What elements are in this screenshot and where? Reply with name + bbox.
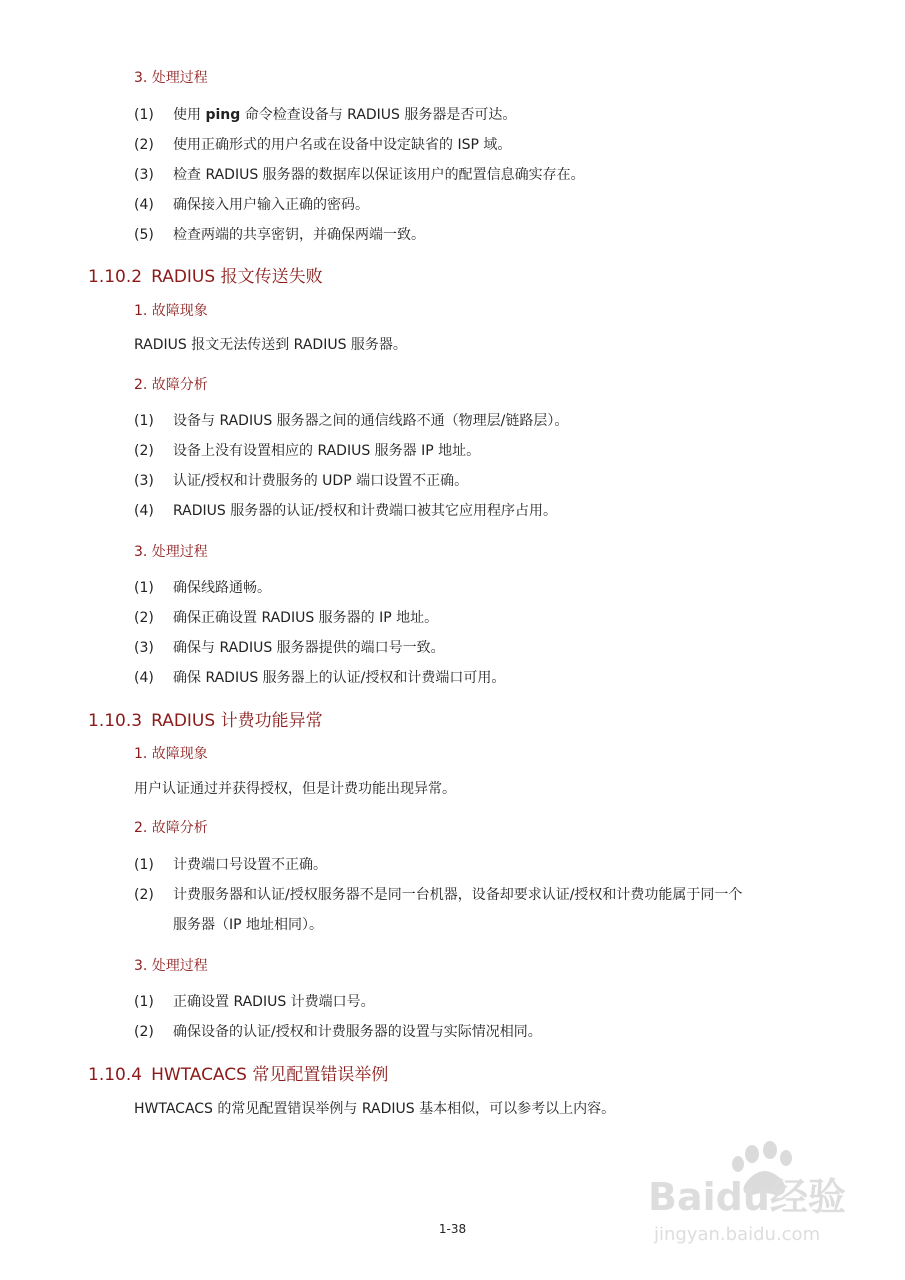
list-number: (2)	[134, 887, 154, 903]
list-number: (2)	[134, 1024, 154, 1040]
list-text: RADIUS 服务器的认证/授权和计费端口被其它应用程序占用。	[173, 503, 557, 519]
section-heading-1-10-4: 1.10.4 HWTACACS 常见配置错误举例	[88, 1065, 389, 1085]
list-text: 计费端口号设置不正确。	[173, 857, 327, 873]
list-number: (3)	[134, 640, 154, 656]
list-item	[134, 466, 834, 496]
list-item	[134, 850, 834, 880]
list-number: (1)	[134, 413, 154, 429]
list-item	[134, 880, 834, 940]
list-text: 使用正确形式的用户名或在设备中设定缺省的 ISP 域。	[173, 137, 512, 153]
section-heading-1-10-3: 1.10.3 RADIUS 计费功能异常	[88, 711, 323, 731]
paragraph: HWTACACS 的常见配置错误举例与 RADIUS 基本相似，可以参考以上内容。	[134, 1101, 616, 1117]
list-text: 使用 ping 命令检查设备与 RADIUS 服务器是否可达。	[173, 107, 517, 123]
paragraph: 用户认证通过并获得授权，但是计费功能出现异常。	[134, 781, 456, 797]
list-number: (3)	[134, 473, 154, 489]
paragraph: RADIUS 报文无法传送到 RADIUS 服务器。	[134, 337, 407, 353]
list-text: 检查两端的共享密钥，并确保两端一致。	[173, 227, 425, 243]
list-number: (2)	[134, 443, 154, 459]
list-text: 确保与 RADIUS 服务器提供的端口号一致。	[173, 640, 445, 656]
list-text: 设备上没有设置相应的 RADIUS 服务器 IP 地址。	[173, 443, 481, 459]
subheading-process: 3. 处理过程	[134, 70, 208, 86]
list-item	[134, 406, 834, 436]
subheading-process: 3. 处理过程	[134, 544, 208, 560]
list-text: 检查 RADIUS 服务器的数据库以保证该用户的配置信息确实存在。	[173, 167, 585, 183]
command-keyword: ping	[205, 107, 241, 123]
list-item	[134, 1017, 834, 1047]
list-item	[134, 220, 834, 250]
list-item	[134, 160, 834, 190]
list-number: (4)	[134, 670, 154, 686]
baidu-jingyan-watermark	[640, 1140, 860, 1260]
list-item	[134, 436, 834, 466]
list-item	[134, 987, 834, 1017]
list-number: (1)	[134, 994, 154, 1010]
list-text: 确保设备的认证/授权和计费服务器的设置与实际情况相同。	[173, 1024, 542, 1040]
list-number: (4)	[134, 503, 154, 519]
list-text: 设备与 RADIUS 服务器之间的通信线路不通（物理层/链路层）。	[173, 413, 569, 429]
watermark-url: jingyan.baidu.com	[654, 1224, 821, 1245]
list-number: (1)	[134, 580, 154, 596]
list-item	[134, 190, 834, 220]
list-number: (1)	[134, 107, 154, 123]
subheading-symptom: 1. 故障现象	[134, 303, 208, 319]
subheading-symptom: 1. 故障现象	[134, 746, 208, 762]
list-number: (4)	[134, 197, 154, 213]
list-item	[134, 663, 834, 693]
list-item	[134, 633, 834, 663]
list-item	[134, 496, 834, 526]
list-text-continued: 服务器（IP 地址相同）。	[173, 917, 324, 933]
list-item	[134, 130, 834, 160]
list-number: (1)	[134, 857, 154, 873]
page-number: 1-38	[438, 1222, 467, 1236]
list-text: 计费服务器和认证/授权服务器不是同一台机器，设备却要求认证/授权和计费功能属于同一个	[173, 887, 743, 903]
list-text: 确保 RADIUS 服务器上的认证/授权和计费端口可用。	[173, 670, 506, 686]
list-item	[134, 573, 834, 603]
list-item	[134, 100, 834, 130]
list-text: 认证/授权和计费服务的 UDP 端口设置不正确。	[173, 473, 469, 489]
subheading-process: 3. 处理过程	[134, 958, 208, 974]
section-heading-1-10-2: 1.10.2 RADIUS 报文传送失败	[88, 267, 323, 287]
watermark-brand: Baidu经验	[648, 1175, 846, 1219]
list-text: 确保接入用户输入正确的密码。	[173, 197, 369, 213]
list-text: 正确设置 RADIUS 计费端口号。	[173, 994, 375, 1010]
list-text: 确保正确设置 RADIUS 服务器的 IP 地址。	[173, 610, 439, 626]
list-number: (5)	[134, 227, 154, 243]
list-number: (2)	[134, 137, 154, 153]
list-item	[134, 603, 834, 633]
subheading-analysis: 2. 故障分析	[134, 820, 208, 836]
list-number: (2)	[134, 610, 154, 626]
list-number: (3)	[134, 167, 154, 183]
list-text: 确保线路通畅。	[173, 580, 271, 596]
subheading-analysis: 2. 故障分析	[134, 377, 208, 393]
